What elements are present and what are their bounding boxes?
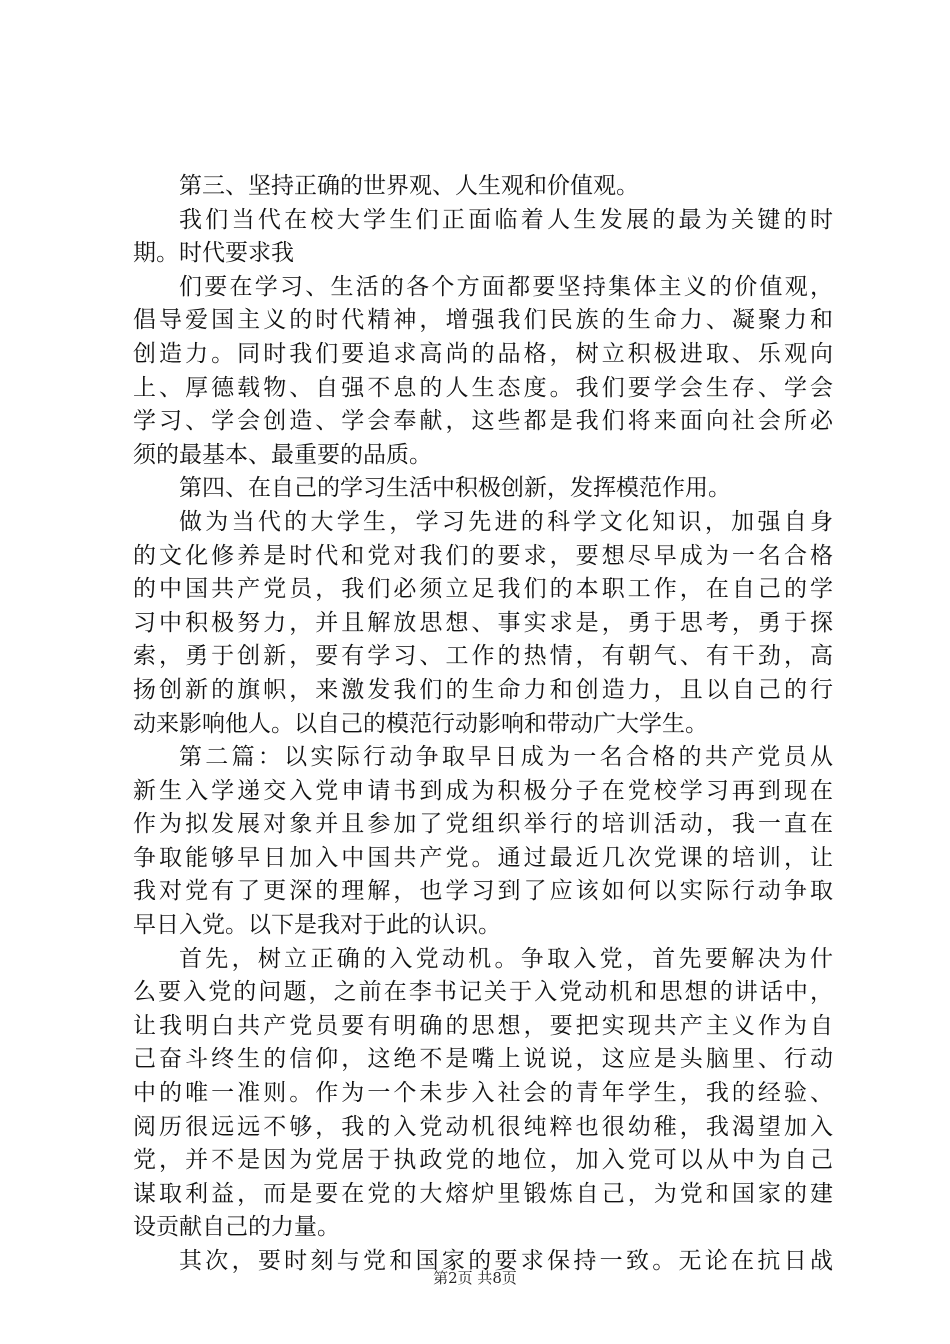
page-number-label: 第2页 共8页	[433, 1269, 517, 1287]
paragraph-line: 做为当代的大学生，学习先进的科学文化知识，加强自身	[179, 508, 833, 535]
paragraph-line: 作为拟发展对象并且参加了党组织举行的培训活动，我一直在	[133, 811, 833, 838]
paragraph-line: 的文化修养是时代和党对我们的要求，要想尽早成为一名合格	[133, 542, 833, 569]
paragraph-line: 中的唯一准则。作为一个未步入社会的青年学生，我的经验、	[133, 1080, 833, 1107]
paragraph-line: 早日入党。以下是我对于此的认识。	[133, 912, 501, 939]
paragraph-line: 设贡献自己的力量。	[133, 1214, 340, 1241]
paragraph-line: 倡导爱国主义的时代精神，增强我们民族的生命力、凝聚力和	[133, 307, 833, 334]
paragraph-line: 让我明白共产党员要有明确的思想，要把实现共产主义作为自	[133, 1012, 833, 1039]
paragraph-line: 阅历很远远不够，我的入党动机很纯粹也很幼稚，我渴望加入	[133, 1113, 833, 1140]
paragraph-line: 党，并不是因为党居于执政党的地位，加入党可以从中为自己	[133, 1147, 833, 1174]
heading-point-three: 第三、坚持正确的世界观、人生观和价值观。	[179, 173, 639, 199]
paragraph-line: 须的最基本、最重要的品质。	[133, 441, 432, 468]
paragraph-line: 扬创新的旗帜，来激发我们的生命力和创造力，且以自己的行	[133, 676, 833, 703]
paragraph-line: 学习、学会创造、学会奉献，这些都是我们将来面向社会所必	[133, 408, 833, 435]
paragraph-line: 上、厚德载物、自强不息的人生态度。我们要学会生存、学会	[133, 374, 833, 401]
paragraph-line: 动来影响他人。以自己的模范行动影响和带动广大学生。	[133, 710, 708, 737]
paragraph-line: 争取能够早日加入中国共产党。通过最近几次党课的培训，让	[133, 844, 833, 871]
heading-point-four: 第四、在自己的学习生活中积极创新，发挥模范作用。	[179, 475, 731, 502]
paragraph-line: 索，勇于创新，要有学习、工作的热情，有朝气、有干劲，高	[133, 643, 833, 670]
paragraph-line: 期。时代要求我	[133, 240, 294, 267]
paragraph-line: 们要在学习、生活的各个方面都要坚持集体主义的价值观，	[179, 273, 833, 300]
document-body	[133, 170, 833, 1279]
paragraph-line: 我对党有了更深的理解，也学习到了应该如何以实际行动争取	[133, 878, 833, 905]
paragraph-line: 创造力。同时我们要追求高尚的品格，树立积极进取、乐观向	[133, 340, 833, 367]
paragraph-line: 我们当代在校大学生们正面临着人生发展的最为关键的时	[179, 206, 833, 233]
paragraph-line: 的中国共产党员，我们必须立足我们的本职工作，在自己的学	[133, 576, 833, 603]
paragraph-line: 习中积极努力，并且解放思想、事实求是，勇于思考，勇于探	[133, 609, 833, 636]
page-footer	[0, 1268, 950, 1288]
paragraph-line: 新生入学递交入党申请书到成为积极分子在党校学习再到现在	[133, 777, 833, 804]
paragraph-line: 首先，树立正确的入党动机。争取入党，首先要解决为什	[179, 945, 833, 972]
paragraph-line: 己奋斗终生的信仰，这绝不是嘴上说说，这应是头脑里、行动	[133, 1046, 833, 1073]
paragraph-line: 谋取利益，而是要在党的大熔炉里锻炼自己，为党和国家的建	[133, 1180, 833, 1207]
paragraph-line: 其次，要时刻与党和国家的要求保持一致。无论在抗日战	[179, 1248, 833, 1274]
section-title-part-two: 第二篇：以实际行动争取早日成为一名合格的共产党员从	[179, 744, 833, 771]
paragraph-line: 么要入党的问题，之前在李书记关于入党动机和思想的讲话中，	[133, 979, 833, 1006]
